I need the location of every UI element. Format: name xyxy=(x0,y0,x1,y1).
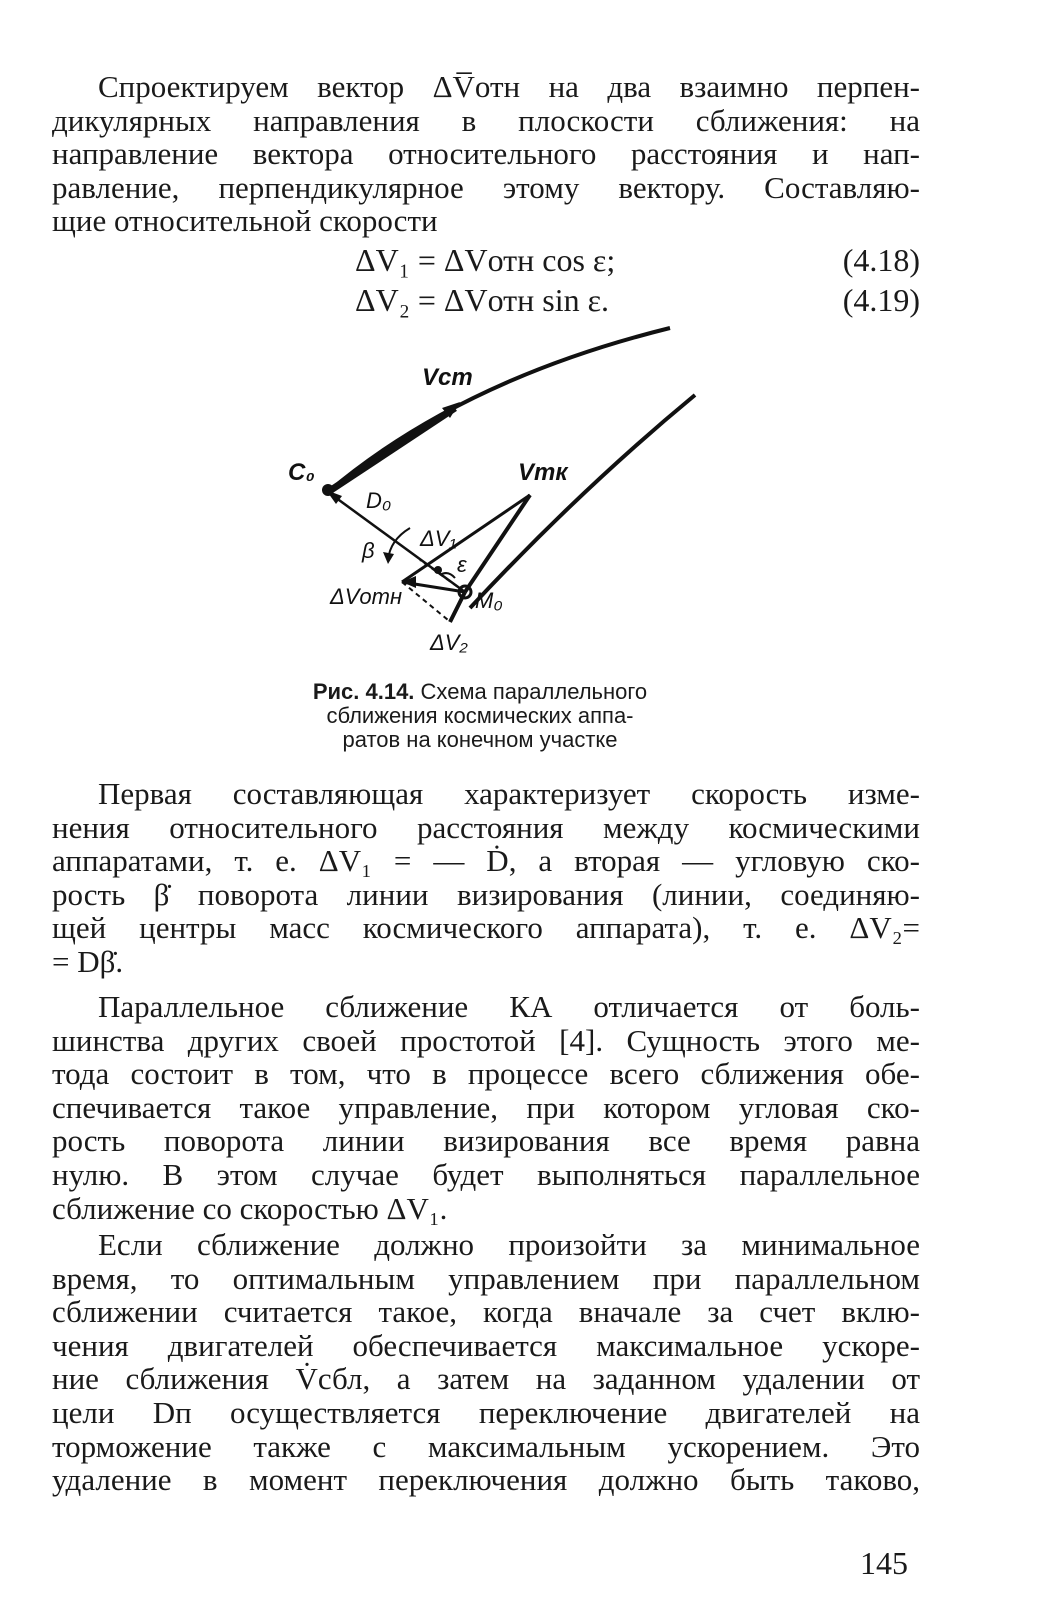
text-line: ние сближения V̇сбл, а затем на заданном удалении от xyxy=(52,1361,920,1397)
paragraph-3 xyxy=(52,990,920,1225)
text-line: рость β̇ поворота линии визирования (линии, соединяю- xyxy=(52,876,920,912)
text-line: Спроектируем вектор ΔV̅отн на два взаимно перпен- xyxy=(98,69,920,104)
equation-text: ΔV₁ = ΔVотн cos ε; xyxy=(355,242,616,278)
text-line: щие относительной скорости xyxy=(52,203,438,239)
paragraph-4 xyxy=(52,1228,920,1497)
c0-point xyxy=(322,484,334,496)
caption-line: сближения космических аппа- xyxy=(326,703,634,728)
text-line: время, то оптимальным управлением при параллельном xyxy=(52,1260,920,1296)
vst-trajectory xyxy=(328,328,670,492)
page-number: 145 xyxy=(860,1545,908,1581)
label-vtk: Vтк xyxy=(518,459,568,486)
figure-caption xyxy=(260,680,700,752)
caption-label: Рис. 4.14. xyxy=(312,679,415,704)
text-line: удаление в момент переключения должно быть таково, xyxy=(52,1462,920,1498)
text-line: направление вектора относительного расстояния и нап- xyxy=(52,136,920,172)
text-line: шинства других своей простотой [4]. Сущность этого ме- xyxy=(52,1022,920,1058)
label-dv2: ΔV₂ xyxy=(430,630,468,655)
text-line: Если сближение должно произойти за минимальное xyxy=(98,1227,920,1262)
vtk-trajectory xyxy=(470,395,695,608)
text-line: торможение также с максимальным ускорением. Это xyxy=(52,1428,920,1464)
text-line: дикулярных направления в плоскости сближения: на xyxy=(52,102,920,138)
text-line: Первая составляющая характеризует скорость изме- xyxy=(98,776,920,811)
label-d0: D₀ xyxy=(366,488,392,513)
text-line: нения относительного расстояния между космическими xyxy=(52,809,920,845)
text-line: нулю. В этом случае будет выполняться параллельное xyxy=(52,1156,920,1192)
label-dv1: ΔV₁ xyxy=(420,526,457,551)
paragraph-2 xyxy=(52,777,920,979)
equation-number: (4.19) xyxy=(842,282,920,318)
text-line: равление, перпендикулярное этому вектору. Составляю- xyxy=(52,169,920,205)
label-beta: β xyxy=(362,538,375,563)
paragraph-1 xyxy=(52,70,920,238)
label-eps: ε xyxy=(457,552,467,577)
equation-4-18 xyxy=(355,242,920,279)
equation-number: (4.18) xyxy=(842,242,920,278)
text-line: спечивается такое управление, при котором угловая ско- xyxy=(52,1089,920,1125)
equation-4-19 xyxy=(355,282,920,319)
figure-4-14 xyxy=(270,320,730,680)
text-line: цели Dп осуществляется переключение двигателей на xyxy=(52,1394,920,1430)
text-line: чения двигателей обеспечивается максимальное ускоре- xyxy=(52,1327,920,1363)
text-line: сближении считается такое, когда вначале за счет вклю- xyxy=(52,1294,920,1330)
text-line: аппаратами, т. е. ΔV₁ = — Ḋ, а вторая — угловую ско- xyxy=(52,843,920,879)
equation-text: ΔV₂ = ΔVотн sin ε. xyxy=(355,282,610,318)
label-c0: C₀ xyxy=(288,459,315,486)
text-line: тода состоит в том, что в процессе всего сближения обе- xyxy=(52,1056,920,1092)
label-dvotn: ΔVотн xyxy=(330,584,403,609)
text-line: сближение со скоростью ΔV₁. xyxy=(52,1190,448,1226)
label-m0: M₀ xyxy=(475,588,503,613)
mid-point xyxy=(434,566,442,574)
caption-line: ратов на конечном участке xyxy=(342,727,618,752)
text-line: рость поворота линии визирования все время равна xyxy=(52,1123,920,1159)
beta-arrowhead xyxy=(383,552,394,564)
vst-arrow xyxy=(328,408,455,492)
label-vst: Vст xyxy=(422,364,473,391)
text-line: щей центры масс космического аппарата), т. е. ΔV₂= xyxy=(52,910,920,946)
text-line: Параллельное сближение КА отличается от боль- xyxy=(98,989,920,1024)
text-line: = Dβ̇. xyxy=(52,943,124,979)
caption-line: Схема параллельного xyxy=(420,679,648,704)
